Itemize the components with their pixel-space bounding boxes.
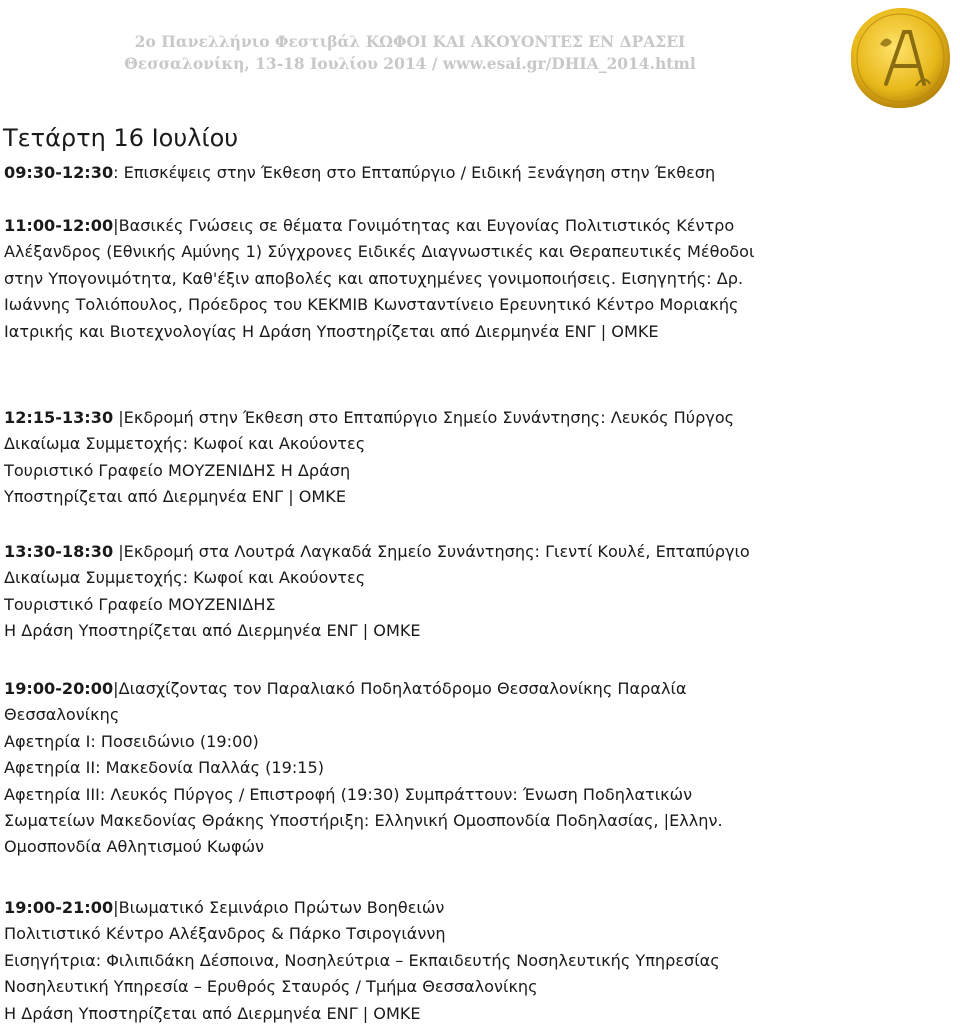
event-time: 09:30-12:30 <box>4 163 114 182</box>
event-text: |Εκδρομή στην Έκθεση στο Επταπύργιο Σημείο Συνάντησης: Λευκός Πύργος <box>113 408 735 427</box>
event-line <box>4 405 954 431</box>
event-block-1100 <box>4 213 954 345</box>
event-line: Αλέξανδρος (Εθνικής Αμύνης 1) Σύγχρονες Ειδικές Διαγνωστικές και Θεραπευτικές Μέθοδοι <box>4 242 755 262</box>
event-line: Δικαίωμα Συμμετοχής: Κωφοί και Ακούοντες <box>4 568 366 588</box>
event-line: Τουριστικό Γραφείο ΜΟΥΖΕΝΙΔΗΣ <box>4 594 276 614</box>
festival-dates-url: Θεσσαλονίκη, 13-18 Ιουλίου 2014 / www.esai.gr/DHIA_2014.html <box>124 54 696 73</box>
event-text: |Βασικές Γνώσεις σε θέματα Γονιμότητας και Ευγονίας Πολιτιστικός Κέντρο <box>113 216 735 235</box>
event-line: Δικαίωμα Συμμετοχής: Κωφοί και Ακούοντες <box>4 434 366 454</box>
event-line: Τουριστικό Γραφείο ΜΟΥΖΕΝΙΔΗΣ Η Δράση <box>4 460 351 480</box>
event-time: 11:00-12:00 <box>4 216 114 235</box>
event-line <box>4 539 954 565</box>
event-block-1215 <box>4 405 954 511</box>
event-text: |Διασχίζοντας τον Παραλιακό Ποδηλατόδρομο Θεσσαλονίκης Παραλία <box>113 679 687 698</box>
event-line: στην Υπογονιμότητα, Καθ'έξιν αποβολές και αποτυχημένες γονιμοποιήσεις. Εισηγητής: Δρ. <box>4 268 744 288</box>
event-block-1330 <box>4 539 954 645</box>
event-block-1900-firstaid <box>4 895 954 1027</box>
event-line: Υποστηρίζεται από Διερμηνέα ΕΝΓ | ΟΜΚΕ <box>4 487 347 507</box>
page-header <box>0 30 960 90</box>
event-line: Η Δράση Υποστηρίζεται από Διερμηνέα ΕΝΓ | ΟΜΚΕ <box>4 621 421 641</box>
event-line: Η Δράση Υποστηρίζεται από Διερμηνέα ΕΝΓ | ΟΜΚΕ <box>4 1003 421 1023</box>
event-line: Ομοσπονδία Αθλητισμού Κωφών <box>4 837 265 857</box>
event-text: |Εκδρομή στα Λουτρά Λαγκαδά Σημείο Συνάντησης: Γιεντί Κουλέ, Επταπύργιο <box>113 542 750 561</box>
event-line: Σωματείων Μακεδονίας Θράκης Υποστήριξη: Ελληνική Ομοσπονδία Ποδηλασίας, |Ελλην. <box>4 810 723 830</box>
event-line: Πολιτιστικό Κέντρο Αλέξανδρος & Πάρκο Τσιρογιάννη <box>4 924 446 944</box>
event-time: 12:15-13:30 <box>4 408 114 427</box>
festival-seal-logo <box>846 4 954 112</box>
event-line: Θεσσαλονίκης <box>4 705 120 725</box>
event-line <box>4 676 954 702</box>
event-text: : Επισκέψεις στην Έκθεση στο Επταπύργιο / Ειδική Ξενάγηση στην Έκθεση <box>113 163 716 182</box>
event-time: 13:30-18:30 <box>4 542 114 561</box>
event-line: Αφετηρία ΙΙ: Μακεδονία Παλλάς (19:15) <box>4 758 325 778</box>
event-line: Ιωάννης Τολιόπουλος, Πρόεδρος του ΚΕΚΜΙΒ Κωνσταντίνειο Ερευνητικό Κέντρο Μοριακής <box>4 295 739 315</box>
event-line: Αφετηρία ΙΙΙ: Λευκός Πύργος / Επιστροφή (19:30) Συμπράττουν: Ένωση Ποδηλατικών <box>4 784 693 804</box>
event-time: 19:00-21:00 <box>4 898 114 917</box>
event-line: Εισηγήτρια: Φιλιπιδάκη Δέσποινα, Νοσηλεύτρια – Εκπαιδευτής Νοσηλευτικής Υπηρεσίας <box>4 950 720 970</box>
festival-title: 2ο Πανελλήνιο Φεστιβάλ ΚΩΦΟΙ ΚΑΙ ΑΚΟΥΟΝΤΕΣ ΕΝ ΔΡΑΣΕΙ <box>134 32 686 51</box>
event-line <box>4 895 954 921</box>
event-line <box>4 213 954 239</box>
event-line: Νοσηλευτική Υπηρεσία – Ερυθρός Σταυρός / Τμήμα Θεσσαλονίκης <box>4 977 538 997</box>
event-text: |Βιωματικό Σεμινάριο Πρώτων Βοηθειών <box>113 898 445 917</box>
event-line: Αφετηρία Ι: Ποσειδώνιο (19:00) <box>4 731 259 751</box>
event-block-1900-bike <box>4 676 954 861</box>
event-line <box>4 160 954 186</box>
event-line: Ιατρικής και Βιοτεχνολογίας Η Δράση Υποστηρίζεται από Διερμηνέα ΕΝΓ | ΟΜΚΕ <box>4 321 659 341</box>
event-time: 19:00-20:00 <box>4 679 114 698</box>
event-block-0930 <box>4 160 954 186</box>
day-title: Τετάρτη 16 Ιουλίου <box>3 124 239 152</box>
